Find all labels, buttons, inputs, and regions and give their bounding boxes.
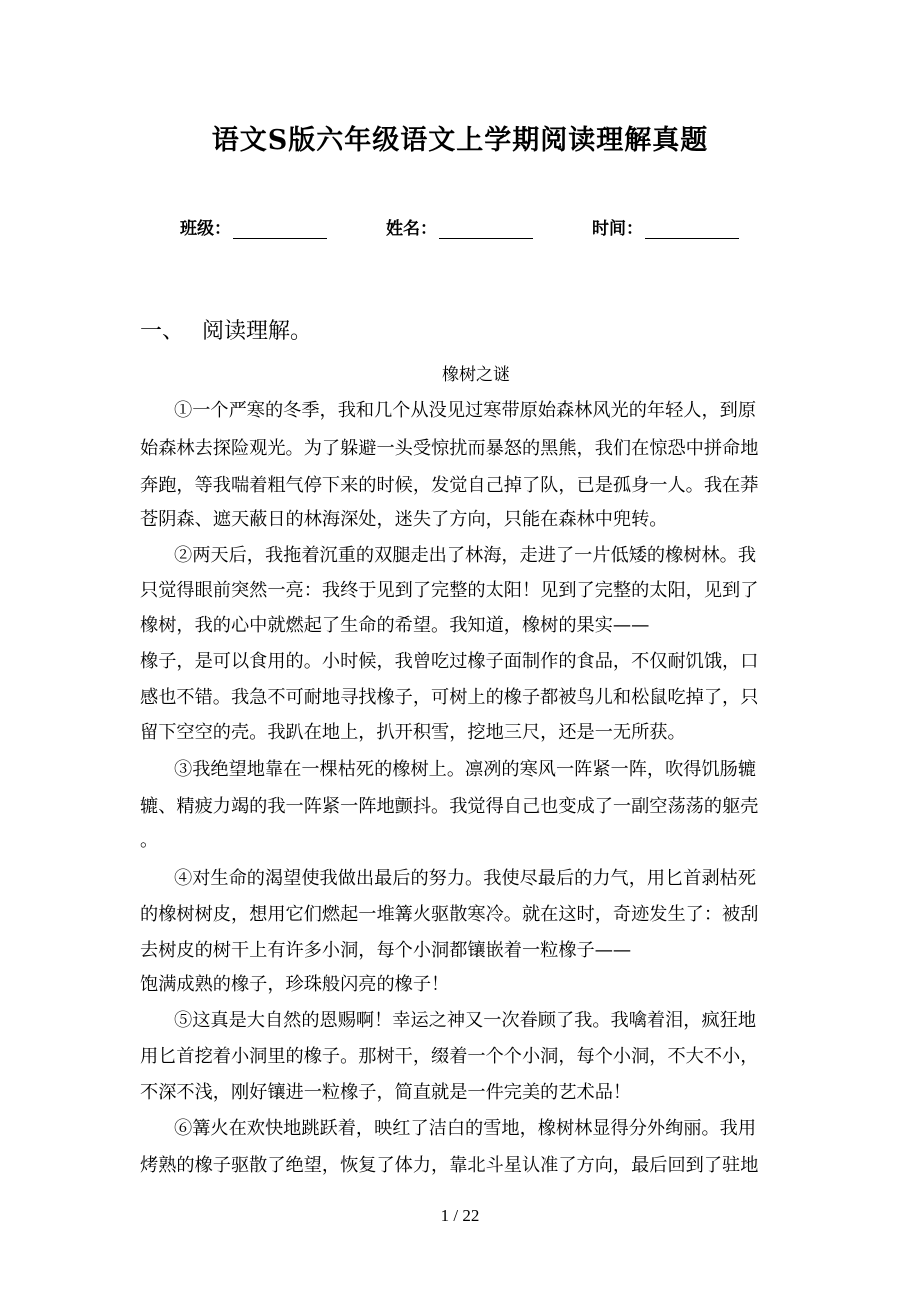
time-label: 时间： (592, 219, 643, 239)
name-field (386, 214, 533, 239)
text-line: 橡树，我的心中就燃起了生命的希望。我知道，橡树的果实—— (140, 615, 650, 636)
text-line: 用匕首挖着小洞里的橡子。那树干，缀着一个个小洞，每个小洞，不大不小， (140, 1046, 759, 1067)
name-blank (439, 220, 533, 239)
text-line: 的橡树树皮，想用它们燃起一堆篝火驱散寒冷。就在这时，奇迹发生了：被刮 (140, 904, 759, 925)
text-line: 奔跑，等我喘着粗气停下来的时候，发觉自己掉了队，已是孤身一人。我在莽 (140, 475, 759, 496)
text-line: 饱满成熟的橡子，珍珠般闪亮的橡子！ (140, 974, 450, 995)
name-label: 姓名： (386, 219, 437, 239)
story-title: 橡树之谜 (442, 365, 510, 385)
page-indicator: 1 / 22 (440, 1206, 480, 1225)
class-blank (233, 220, 327, 239)
text-line: 不深不浅，刚好镶进一粒橡子，简直就是一件完美的艺术品！ (140, 1082, 632, 1103)
text-line: 苍阴森、遮天蔽日的林海深处，迷失了方向，只能在森林中兜转。 (140, 509, 668, 530)
section-heading (140, 314, 312, 345)
text-line: ⑥篝火在欢快地跳跃着，映红了洁白的雪地，橡树林显得分外绚丽。我用 (174, 1118, 757, 1139)
section-number: 一、 (140, 319, 185, 344)
text-line: 橡子，是可以食用的。小时候，我曾吃过橡子面制作的食品，不仅耐饥饿，口 (140, 651, 759, 672)
text-line: ②两天后，我拖着沉重的双腿走出了林海，走进了一片低矮的橡树林。我 (174, 545, 757, 566)
document-title: 语文S版六年级语文上学期阅读理解真题 (211, 125, 709, 156)
text-line: 烤熟的橡子驱散了绝望，恢复了体力，靠北斗星认准了方向，最后回到了驻地 (140, 1155, 759, 1176)
text-line: 留下空空的壳。我趴在地上，扒开积雪，挖地三尺，还是一无所获。 (140, 722, 686, 743)
text-line: 辘、精疲力竭的我一阵紧一阵地颤抖。我觉得自己也变成了一副空荡荡的躯壳 (140, 796, 759, 817)
class-label: 班级： (180, 219, 231, 239)
text-line: ③我绝望地靠在一棵枯死的橡树上。凛冽的寒风一阵紧一阵，吹得饥肠辘 (174, 759, 757, 780)
section-title: 阅读理解。 (202, 319, 313, 344)
text-line: ④对生命的渴望使我做出最后的努力。我使尽最后的力气，用匕首剥枯死 (174, 868, 757, 889)
class-field (180, 214, 327, 239)
text-line: 始森林去探险观光。为了躲避一头受惊扰而暴怒的黑熊，我们在惊恐中拼命地 (140, 438, 759, 459)
text-line: ①一个严寒的冬季，我和几个从没见过寒带原始森林风光的年轻人，到原 (174, 400, 757, 421)
text-line: 感也不错。我急不可耐地寻找橡子，可树上的橡子都被鸟儿和松鼠吃掉了，只 (140, 687, 759, 708)
text-line: ⑤这真是大自然的恩赐啊！幸运之神又一次眷顾了我。我噙着泪，疯狂地 (174, 1010, 757, 1031)
time-field (592, 214, 739, 239)
text-line: 只觉得眼前突然一亮：我终于见到了完整的太阳！见到了完整的太阳，见到了 (140, 580, 759, 601)
time-blank (645, 220, 739, 239)
text-line: 。 (140, 830, 159, 851)
text-line: 去树皮的树干上有许多小洞，每个小洞都镶嵌着一粒橡子—— (140, 940, 632, 961)
